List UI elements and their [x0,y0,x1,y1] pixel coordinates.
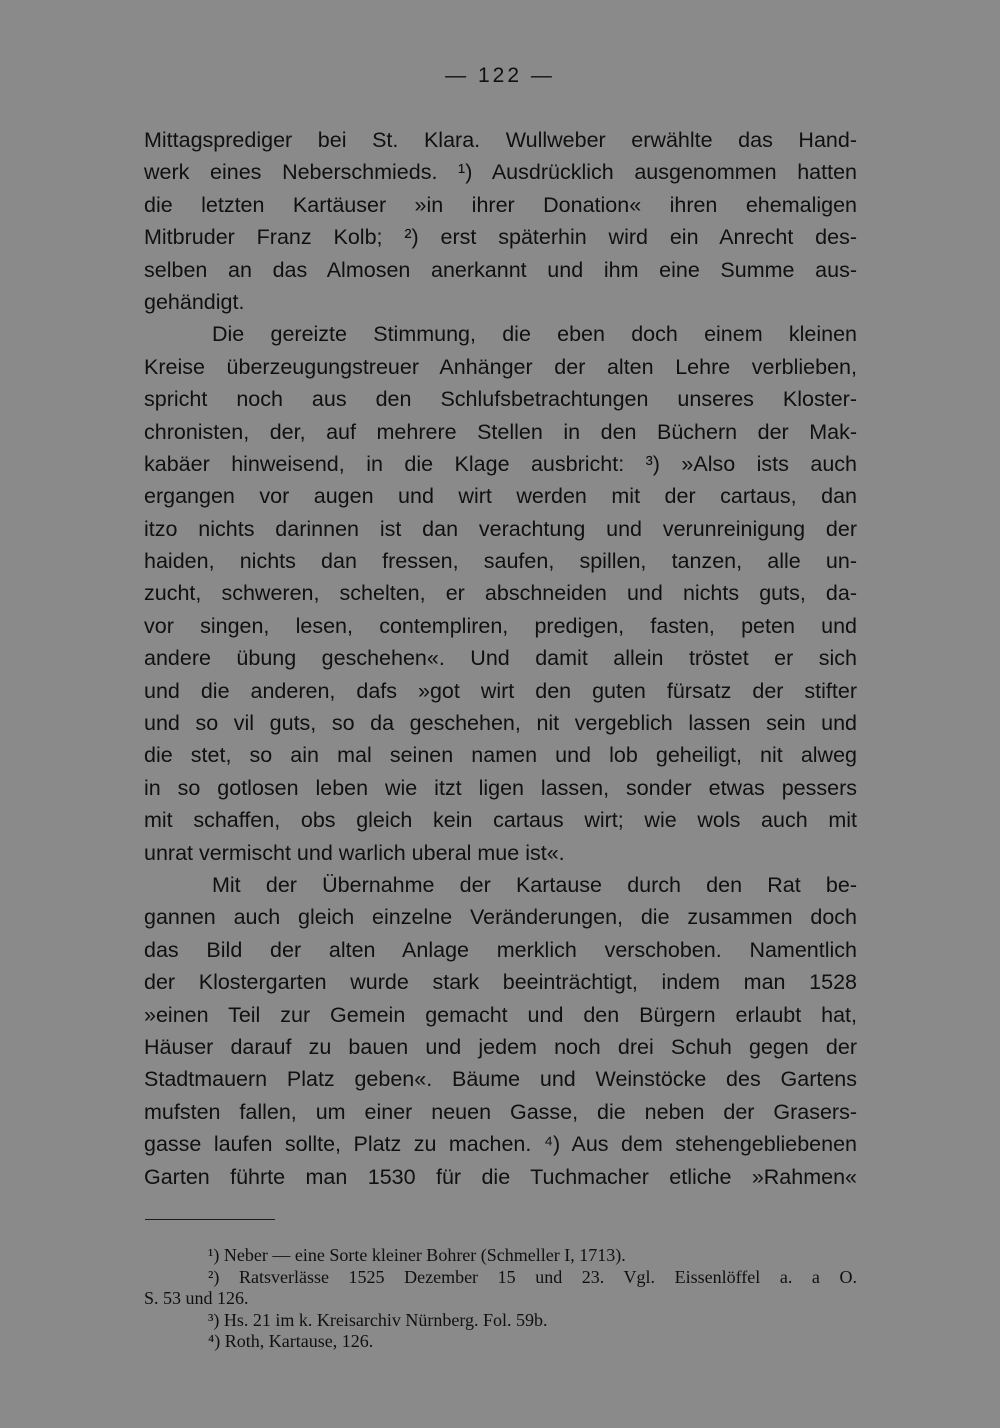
text-line: zucht, schweren, schelten, er abschneiden und nichts guts, da- [144,581,857,606]
paragraph-start-line: Mit der Übernahme der Kartause durch den Rat be- [212,872,857,897]
footnote-2-continuation: S. 53 und 126. [144,1288,249,1308]
text-line: haiden, nichts dan fressen, saufen, spillen, tanzen, alle un- [144,549,857,574]
footnote-1: ¹) Neber — eine Sorte kleiner Bohrer (Schmeller I, 1713). [208,1245,626,1265]
footnote-3: ³) Hs. 21 im k. Kreisarchiv Nürnberg. Fol. 59b. [208,1309,548,1330]
text-line: Garten führte man 1530 für die Tuchmacher etliche »Rahmen« [144,1164,857,1189]
text-line: die letzten Kartäuser »in ihrer Donation« ihren ehemaligen [144,192,857,217]
footnote-2: ²) Ratsverlässe 1525 Dezember 15 und 23. Vgl. Eissenlöffel a. a O. [208,1266,857,1287]
text-line: der Klostergarten wurde stark beeinträchtigt, indem man 1528 [144,970,857,995]
main-text [144,124,857,1193]
text-line: Mitbruder Franz Kolb; ²) erst späterhin wird ein Anrecht des- [144,225,857,250]
footnote-4: ⁴) Roth, Kartause, 126. [208,1331,374,1351]
text-line: ergangen vor augen und wirt werden mit der cartaus, dan [144,484,857,509]
text-line: vor singen, lesen, contempliren, predigen, fasten, peten und [144,613,857,638]
text-line: itzo nichts darinnen ist dan verachtung und verunreinigung der [144,516,857,541]
text-line: werk eines Neberschmieds. ¹) Ausdrücklich ausgenommen hatten [144,160,857,185]
text-line: gannen auch gleich einzelne Veränderungen, die zusammen doch [144,905,857,930]
text-line: selben an das Almosen anerkannt und ihm eine Summe aus- [144,257,857,282]
footnotes [144,1245,857,1353]
text-line: die stet, so ain mal seinen namen und lob geheiligt, nit alweg [144,743,857,768]
text-line: und die anderen, dafs »got wirt den guten fürsatz der stifter [144,678,857,703]
footnote-separator [145,1219,275,1220]
text-line: kabäer hinweisend, in die Klage ausbricht: ³) »Also ists auch [144,451,857,476]
paragraph-start-line: Die gereizte Stimmung, die eben doch einem kleinen [212,322,857,347]
text-line: mit schaffen, obs gleich kein cartaus wirt; wie wols auch mit [144,808,857,833]
text-line: mufsten fallen, um einer neuen Gasse, die neben der Grasers- [144,1099,857,1124]
text-line: in so gotlosen leben wie itzt ligen lassen, sonder etwas pessers [144,775,857,800]
text-line: andere übung geschehen«. Und damit allein tröstet er sich [144,646,857,671]
text-line: Mittagsprediger bei St. Klara. Wullweber erwählte das Hand- [144,128,857,152]
text-line: Kreise überzeugungstreuer Anhänger der alten Lehre verblieben, [144,354,857,379]
text-line: und so vil guts, so da geschehen, nit vergeblich lassen sein und [144,711,857,736]
page-number: — 122 — [445,64,555,87]
text-line: das Bild der alten Anlage merklich verschoben. Namentlich [144,937,857,962]
text-line: Häuser darauf zu bauen und jedem noch drei Schuh gegen der [144,1034,857,1059]
text-line: unrat vermischt und warlich uberal mue ist«. [144,840,565,865]
text-line: gehändigt. [144,289,245,314]
text-line: chronisten, der, auf mehrere Stellen in den Büchern der Mak- [144,419,857,444]
text-line: spricht noch aus den Schlufsbetrachtungen unseres Kloster- [144,387,857,412]
text-line: gasse laufen sollte, Platz zu machen. ⁴) Aus dem stehengebliebenen [144,1132,857,1157]
text-line: »einen Teil zur Gemein gemacht und den Bürgern erlaubt hat, [144,1002,857,1027]
text-line: Stadtmauern Platz geben«. Bäume und Weinstöcke des Gartens [144,1067,857,1092]
